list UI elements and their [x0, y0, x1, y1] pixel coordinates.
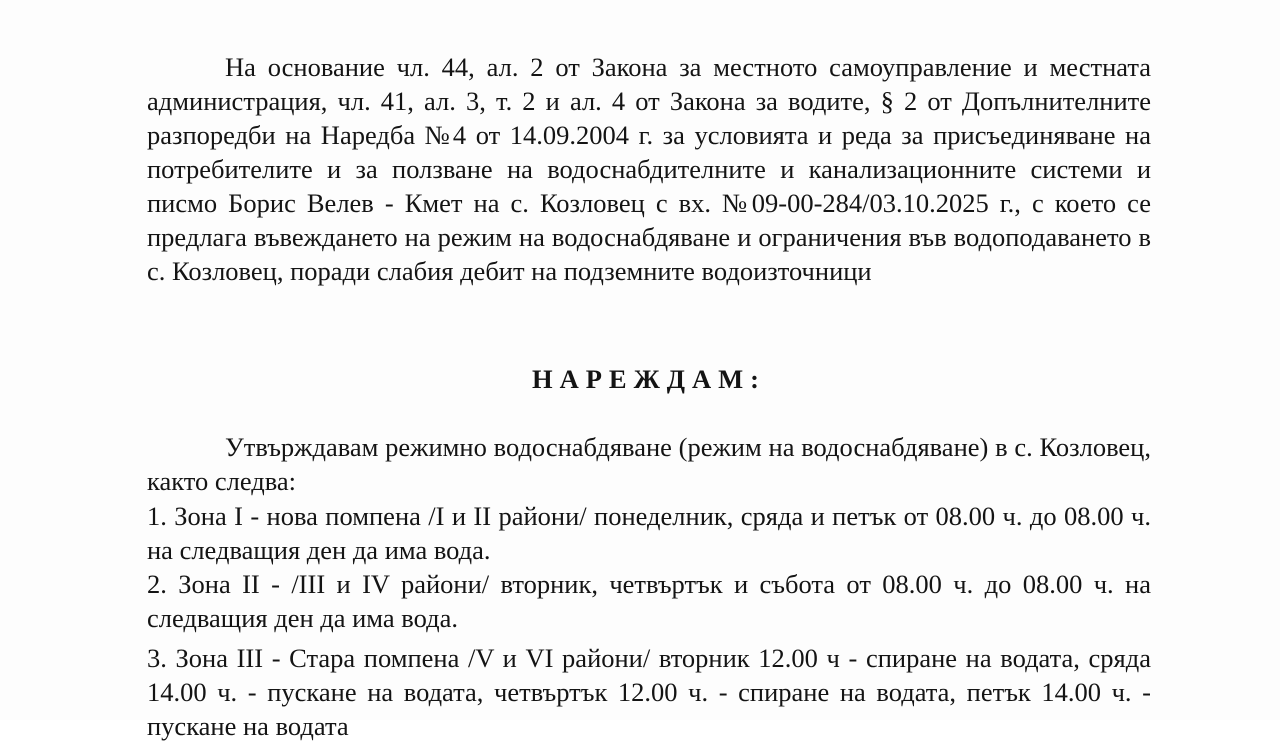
order-paragraph: Утвърждавам режимно водоснабдяване (режим на водоснабдяване) в с. Козловец, както следва: — [147, 432, 1151, 496]
list-item: 1. Зона I - нова помпена /I и II райони/ понеделник, сряда и петък от 08.00 ч. до 08.00 ч. на следващия ден да има вода. — [147, 501, 1151, 565]
list-item: 2. Зона II - /III и IV райони/ вторник, четвъртък и събота от 08.00 ч. до 08.00 ч. на следващия ден да има вода. — [147, 569, 1151, 633]
intro-paragraph: На основание чл. 44, ал. 2 от Закона за местното самоуправление и местната администрация, чл. 41, ал. 3, т. 2 и ал. 4 от Закона за водите, § 2 от Допълнителните разпоредби на Наредба №4 от 14.09.2004 г. за условията и реда за присъединяване на потребителите и за ползване на водоснабдителните и канализационните системи и писмо Борис Велев - Кмет на с. Козловец с вх. №09-00-284/03.10.2025 г., с което се предлага въвеждането на режим на водоснабдяване и ограничения във водоподаването в с. Козловец, поради слабия дебит на подземните водоизточници — [147, 52, 1151, 286]
list-item: 3. Зона III - Стара помпена /V и VI райони/ вторник 12.00 ч - спиране на водата, сряда 14.00 ч. - пускане на водата, четвъртък 12.00 ч. - спиране на водата, петък 14.00 ч. - пускане на водата — [147, 643, 1151, 741]
order-heading: НАРЕЖДАМ: — [531, 364, 767, 394]
